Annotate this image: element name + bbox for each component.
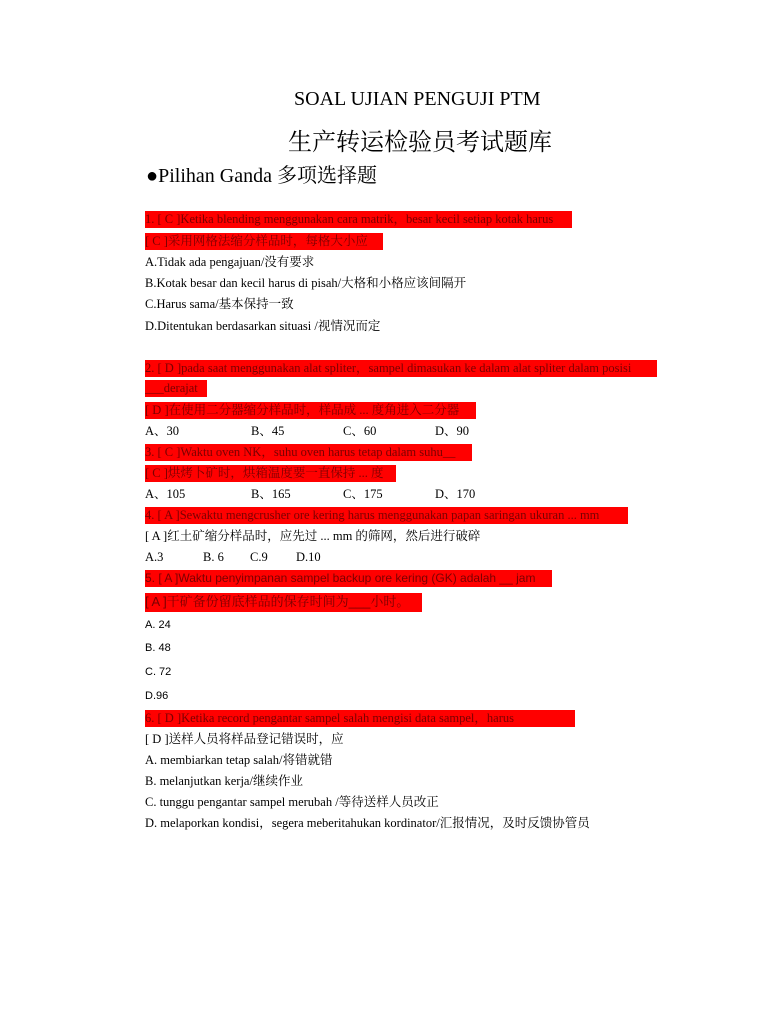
question-2-text: 2. [ D ]pada saat menggunakan alat spliter，sampel dimasukan ke dalam alat spliter dalam posisi	[145, 360, 657, 377]
question-4-option-d: D.10	[296, 550, 321, 564]
question-2-option-a: A、30	[145, 424, 180, 438]
question-4-options	[145, 549, 321, 566]
question-3-text-chinese: [ C ]烘烤卜矿时，烘箱温度要一直保持 ... 度	[145, 465, 396, 482]
question-1-option-a: A.Tidak ada pengajuan/没有要求	[145, 255, 315, 269]
question-5-text-chinese: [ A ]干矿备份留底样品的保存时间为___小时。	[145, 593, 422, 612]
question-6-text-chinese: [ D ]送样人员将样品登记错误时，应	[145, 732, 344, 746]
question-4-option-c: C.9	[250, 550, 268, 564]
question-3-text: 3. [ C ]Waktu oven NK，suhu oven harus tetap dalam suhu__	[145, 444, 472, 461]
question-1-option-b: B.Kotak besar dan kecil harus di pisah/大格和小格应该间隔开	[145, 276, 467, 290]
question-1-text: 1. [ C ]Ketika blending menggunakan cara matrik，besar kecil setiap kotak harus	[145, 211, 572, 228]
question-5-option-b: B. 48	[145, 642, 171, 654]
question-4-option-a: A.3	[145, 550, 164, 564]
question-6-text: 6. [ D ]Ketika record pengantar sampel salah mengisi data sampel，harus	[145, 710, 575, 727]
question-2-text-chinese: [ D ]在使用二分器缩分样品时，样品成 ... 度角进入二分器	[145, 402, 476, 419]
question-4-text-chinese: [ A ]红土矿缩分样品时，应先过 ... mm 的筛网，然后进行破碎	[145, 529, 481, 543]
question-4-text: 4. [ A ]Sewaktu mengcrusher ore kering harus menggunakan papan saringan ukuran ... mm	[145, 507, 628, 524]
question-2-text-continued: ___derajat	[145, 380, 207, 397]
question-3	[145, 444, 472, 466]
question-2-option-d: D、90	[435, 424, 470, 438]
question-1	[145, 211, 572, 233]
question-6-option-d: D. melaporkan kondisi，segera meberitahukan kordinator/汇报情况，及时反馈协管员	[145, 816, 590, 830]
question-6	[145, 710, 575, 732]
question-4	[145, 507, 628, 529]
question-2-options	[145, 423, 469, 440]
question-3-option-d: D、170	[435, 487, 476, 501]
question-5-option-d: D.96	[145, 690, 169, 702]
question-6-option-a: A. membiarkan tetap salah/将错就错	[145, 753, 333, 767]
question-2-option-c: C、60	[343, 424, 377, 438]
question-2	[145, 360, 657, 382]
question-5-option-c: C. 72	[145, 666, 172, 678]
question-6-option-b: B. melanjutkan kerja/继续作业	[145, 774, 303, 788]
question-3-option-a: A、105	[145, 487, 186, 501]
question-6-option-c: C. tunggu pengantar sampel merubah /等待送样人员改正	[145, 795, 439, 809]
question-5-text: 5. [ A ]Waktu penyimpanan sampel backup ore kering (GK) adalah __ jam	[145, 570, 552, 587]
question-1-option-c: C.Harus sama/基本保持一致	[145, 297, 294, 311]
question-3-options	[145, 486, 475, 503]
document-title: SOAL UJIAN PENGUJI PTM	[294, 88, 541, 110]
question-5	[145, 570, 552, 592]
section-heading: ●Pilihan Ganda 多项选择题	[146, 165, 377, 187]
document-title-chinese: 生产转运检验员考试题库	[288, 130, 552, 156]
question-1-option-d: D.Ditentukan berdasarkan situasi /视情况而定	[145, 319, 381, 333]
question-3-option-b: B、165	[251, 487, 291, 501]
question-5-option-a: A. 24	[145, 619, 171, 631]
question-4-option-b: B. 6	[203, 550, 224, 564]
question-1-text-chinese: [ C ]采用网格法缩分样品时，每格大小应	[145, 233, 383, 250]
question-3-option-c: C、175	[343, 487, 383, 501]
question-2-option-b: B、45	[251, 424, 285, 438]
